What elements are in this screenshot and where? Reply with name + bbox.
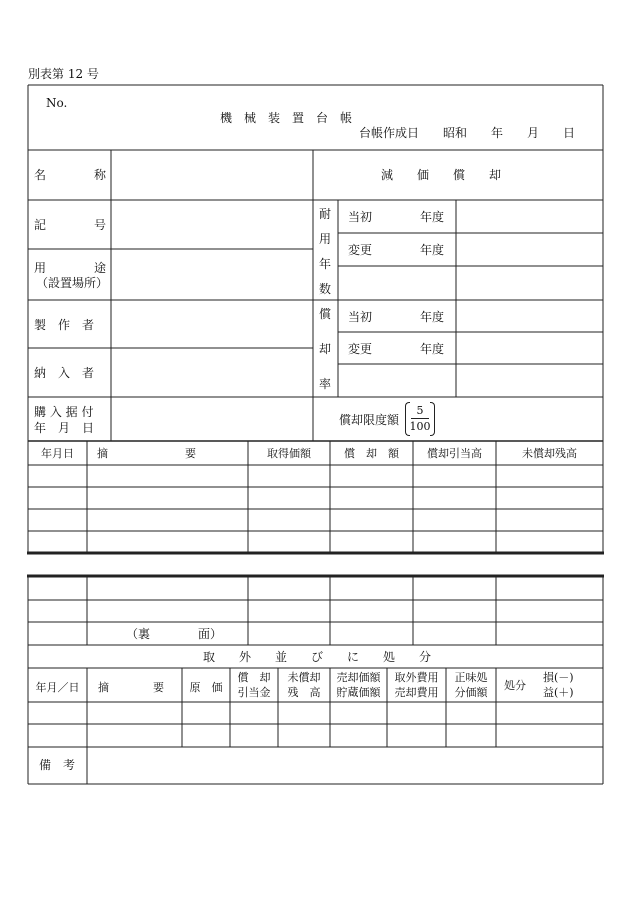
dh-dep-2: 引当金 (237, 686, 271, 699)
dh-unamort-1: 未償却 (287, 671, 321, 684)
dh-net-2: 分価額 (454, 686, 488, 699)
dh-disposal: 処分 (504, 679, 526, 692)
th-date: 年月日 (41, 447, 74, 460)
useful-life-char-2: 用 (319, 232, 332, 246)
dh-gain: 益(＋) (543, 686, 574, 699)
dh-loss: 損(－) (543, 671, 574, 684)
rate-char-1: 償 (319, 307, 332, 321)
purchase-label-line2: 年 月 日 (34, 421, 95, 435)
dh-sale-1: 売却価額 (336, 671, 381, 684)
dh-dep-1: 償 却 (237, 671, 271, 684)
th-depreciation-amount: 償 却 額 (344, 447, 399, 460)
limit-numerator: 5 (416, 404, 424, 417)
life-initial-year: 当初 年度 (348, 210, 445, 224)
dh-unamort-2: 残 高 (287, 686, 321, 699)
dh-net-1: 正味処 (454, 671, 488, 684)
life-change-year: 変更 年度 (348, 243, 445, 257)
rate-initial-year: 当初 年度 (348, 310, 445, 324)
back-side-label: （裏 面） (126, 627, 223, 641)
no-label: No. (46, 96, 68, 110)
disposal-title: 取 外 並 び に 処 分 (203, 650, 432, 664)
limit-label: 償却限度額 (339, 413, 400, 427)
useful-life-char-4: 数 (319, 282, 332, 296)
remarks-label: 備 考 (39, 758, 76, 772)
supplier-label: 納 入 者 (34, 366, 95, 380)
rate-change-year: 変更 年度 (348, 342, 445, 356)
purchase-label-line1: 購 入 据 付 (34, 405, 94, 419)
maker-label: 製 作 者 (34, 318, 95, 332)
useful-life-char-3: 年 (319, 257, 332, 271)
th-acquisition-value: 取得価額 (267, 447, 311, 460)
purpose-label: 用 途 (34, 261, 107, 275)
th-summary: 摘 要 (97, 447, 196, 460)
limit-denominator: 100 (409, 420, 431, 433)
dh-cost: 原 価 (189, 681, 223, 694)
limit-fraction (405, 401, 435, 435)
th-depreciation-reserve: 償却引当高 (427, 447, 482, 460)
purpose-sub-label: （設置場所） (36, 276, 109, 290)
depreciation-header: 減 価 償 却 (381, 168, 502, 182)
dh-date: 年月／日 (35, 681, 80, 694)
dh-sale-2: 貯蔵価額 (336, 686, 381, 699)
dh-exp-1: 取外費用 (394, 671, 439, 684)
name-label: 名 称 (34, 168, 107, 182)
th-undepreciated-balance: 未償却残高 (522, 447, 577, 460)
useful-life-char-1: 耐 (319, 207, 332, 221)
dh-exp-2: 売却費用 (394, 686, 439, 699)
dh-summary: 摘 要 (98, 681, 164, 694)
form-number-label: 別表第 12 号 (28, 67, 99, 81)
created-date-line: 台帳作成日 昭和 年 月 日 (359, 126, 576, 140)
rate-char-3: 率 (319, 377, 332, 391)
rate-char-2: 却 (319, 342, 332, 356)
symbol-label: 記 号 (34, 218, 107, 232)
ledger-title: 機 械 装 置 台 帳 (220, 111, 353, 125)
